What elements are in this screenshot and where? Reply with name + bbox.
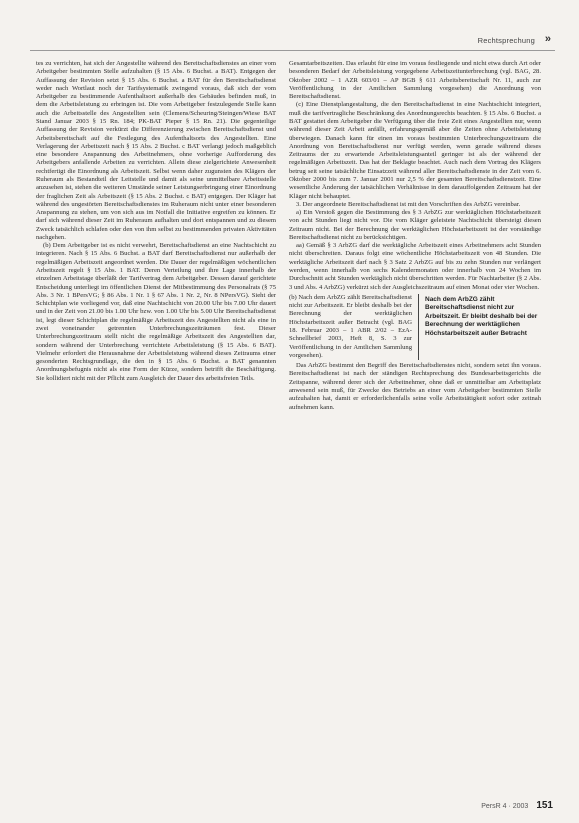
left-column (36, 60, 276, 802)
paragraph: Das ArbZG bestimmt den Begriff des Bereitschaftsdienstes nicht, sondern setzt ihn voraus. Bereitschaftsdienst ist nach der ständigen Rechtsprechung des Bundesarbeitsgerichts die Zeitspanne, während derer sich der Arbeitnehmer, ohne daß er unmittelbar am Arbeitsplatz anwesend sein muß, für Zwecke des Betriebs an einer vom Arbeitgeber bestimmten Stelle aufzuhalten hat, damit er erforderlichenfalls seine volle Arbeitstätigkeit sofort oder zeitnah aufnehmen kann. (289, 362, 541, 411)
paragraph: aa) Gemäß § 3 ArbZG darf die werktägliche Arbeitszeit eines Arbeitnehmers acht Stunden nicht überschreiten. Daraus folgt eine wöchentliche Höchstarbeitszeit von 48 Stunden. Die werktägliche Arbeitszeit darf nach § 3 Satz 2 ArbZG auf bis zu zehn Stunden nur verlängert werden, wenn innerhalb von sechs Kalendermonaten oder innerhalb von 24 Wochen im Durchschnitt acht Stunden werktäglich nicht überschritten werden. Für Nachtarbeiter (§ 2 Abs. 3 und Abs. 4 ArbZG) verkürzt sich der Ausgleichszeitraum auf einen Monat oder vier Wochen. (289, 242, 541, 291)
paragraph: 3. Der angeordnete Bereitschaftsdienst ist mit den Vorschriften des ArbZG vereinbar. (296, 200, 521, 208)
pull-quote: Nach dem ArbZG zählt Bereitschaftsdienst nicht zur Arbeitszeit. Er bleibt deshalb bei der Berechnung der werktäglichen Höchstarbeitszeit außer Betracht (418, 294, 541, 360)
quote-paragraph: (b) Nach dem ArbZG zählt Bereitschaftsdienst nicht zur Arbeitszeit. Er bleibt deshalb bei der Berechnung der werktäglichen Höchstarbeitszeit außer Betracht (vgl. BAG 18. Februar 2003 – 1 ABR 2/02 – EzA-Schnellbrief 2003, Heft 8, S. 3 zur Veröffentlichung in der Amtlichen Sammlung vorgesehen). (289, 293, 412, 359)
paragraph: a) Ein Verstoß gegen die Bestimmung des § 3 ArbZG zur werktäglichen Höchstarbeitszeit von acht Stunden liegt nicht vor. Die vom Kläger geleistete Nachtschicht übersteigt diesen Zeitraum nicht. Bei der Berechnung der werktäglichen Höchstarbeitszeit ist der vorständige Bereitschaftsdienst nicht zu berücksichtigen. (289, 209, 541, 241)
quote-block (289, 294, 541, 360)
page-number: 151 (536, 800, 553, 811)
page-footer (481, 800, 553, 811)
section-label: Rechtsprechung (477, 36, 535, 45)
issue-label: PersR 4 · 2003 (481, 803, 529, 810)
paragraph: (b) Dem Arbeitgeber ist es nicht verwehrt, Bereitschaftsdienst an eine Nachtschicht zu integrieren. Nach § 15 Abs. 6 Buchst. a BAT darf Bereitschaftsdienst nur außerhalb der regelmäßigen Arbeitszeit angeordnet werden. Die Dauer der regelmäßigen wöchentlichen Arbeitszeit regelt § 15 Abs. 1 BAT. Deren Verteilung und ihre Lage innerhalb der einzelnen Arbeitstage überläßt der Tarifvertrag dem Arbeitgeber. Dessen darauf gerichtete Entscheidung unterliegt im öffentlichen Dienst der Mitbestimmung des Personalrats (§ 75 Abs. 3 Nr. 1 BPersVG; § 86 Abs. 1 Nr. 1 § 67 Abs. 1 Nr. 2, Nr. 8 NPersVG). Sieht der Schichtplan wie vorliegend vor, daß eine Nachtschicht von 20.00 Uhr bis 7.00 Uhr dauert und in der Zeit von 21.00 bis 1.00 Uhr bzw. von 1.00 Uhr bis 5.00 Uhr Bereitschaftsdienst ist, legt dieser Schichtplan die regelmäßige Arbeitszeit des Angestellten nicht als eine in zwei voneinander getrennten Unterbrechungszeiträumen fest. Dieser Unterbrechungszeitraum stellt nicht die regelmäßige Arbeitszeit des Angestellten dar, sondern während der Unterbrechung verrichtete Arbeitsleistung (§ 15 Abs. 6 BAT). Vielmehr erfordert die Herausnahme der Arbeitsleistung während dieses Zeitraums einer gesonderten Rechtsgrundlage, die den in § 15 Abs. 6 Buchst. a BAT genannten Anordnungsbefugnis nicht als eine Form der Kürze, sondern betrifft die Beschäftigung. Sie kollidiert nicht mit der Pflicht zum Ausgleich der Dauer des arbeitsfreien Teils. (36, 242, 276, 382)
page-header (0, 0, 579, 45)
paragraph: tes zu verrichten, hat sich der Angestellte während des Bereitschaftsdienstes an einer vom Arbeitgeber bestimmten Stelle aufzuhalten (§ 15 Abs. 6 Buchst. a BAT). Entgegen der Auffassung der Revision setzt § 15 Abs. 6 Buchst. a BAT für den Bereitschaftsdienst weder nach Wortlaut noch der Tarifsystematik zwingend voraus, daß sich der vom Arbeitgeber zu bestimmende Aufenthaltsort außerhalb des Gebäudes befinden muß, in dem die Arbeitsleistung zu erbringen ist. Die vom Arbeitgeber festzulegende Stelle kann auch die Arbeitsstelle des Angestellten sein (Clemens/Scheuring/Steingen/Wiese BAT Stand Januar 2003 § 15 Rn. 184; PK-BAT Pieper § 15 Rn. 21). Die gegenteilige Auffassung der Revision verkürzt die Differenzierung zwischen Bereitschaftsdienst und Arbeitsbereitschaft auf die Festlegung des Aufenthaltsorts des Angestellten. Eine Verlagerung der Arbeitszeit nach § 15 Abs. 2 Buchst. c BAT verlangt jedoch maßgeblich eine besondere Anspannung des Arbeitnehmers, ohne vorherige Aufforderung des Arbeitgebers anfallende Arbeiten zu verrichten. Allein diese zielgerichtete Anwesenheit rechtfertigt die Einordnung als Arbeitszeit. Selbst wenn daher zugunsten des Klägers der Ruheraum als Bestandteil der Leitstelle und damit als seine unmittelbare Arbeitsstelle anzusehen ist, stehen die weiteren Umstände seiner Leistungserbringung einer Einordnung der fraglichen Zeit als Arbeitszeit (§ 15 Abs. 2 Buchst. c BAT) entgegen. Der Kläger hat während des ungestörten Bereitschaftsdienstes im Ruheraum nicht unter einer besonderen Anspannung zu stehen, um von sich aus im Notfall die Initiative ergreifen zu können. Er darf sich während dieser Zeit im Ruheraum aufhalten und dort entspannen und zu diesem Zweck tatsächlich schlafen oder den von ihm selbst zu bestimmenden privaten Aktivitäten nachgehen. (36, 60, 276, 241)
paragraph: Gesamtarbeitszeiten. Das erlaubt für eine im voraus festliegende und nicht etwa durch Art oder besonderen Bedarf der Arbeitsleistung vorgegebene Arbeitszeitunterbrechung (vgl. BAG, 28. Oktober 2002 – 1 AZR 603/01 – AP BGB § 611 Arbeitsbereitschaft Nr. 11, auch zur Veröffentlichung in der Amtlichen Sammlung vorgesehen) die Anordnung von Bereitschaftsdienst. (289, 60, 541, 101)
paragraph: (c) Eine Dienstplangestaltung, die den Bereitschaftsdienst in eine Nachtschicht integriert, muß die tarifvertragliche Beschränkung des Anordnungsrechts beachten. § 15 Abs. 6 Buchst. a BAT gestattet dem Arbeitgeber die Verfügung über die freie Zeit eines Angestellten nur, wenn während dieser Zeit Arbeit anfällt, erfahrungsgemäß aber die Zeiten ohne Arbeitsleistung überwiegen. Danach kann für einen im voraus bestimmten Unterbrechungszeitraum die Anordnung von Bereitschaftsdienst nur verfügt werden, wenn gerade während dieses Zeitraums der zu erwartende Arbeitsleistungsanteil geringer ist als der während der regelmäßigen Arbeitszeit. Das hat der Beklagte beachtet. Auch nach dem Vortrag des Klägers betrug seit seine tatsächliche Einsatzzeit während aller Bereitschaftsdienste in der Zeit vom 6. Oktober 2000 bis zum 7. Januar 2001 nur 2,5 % der gesamten Bereitschaftsdienstzeit. Eine wesentliche Änderung der tatsächlichen Verhältnisse in dem darauffolgenden Zeitraum hat der Kläger nicht behauptet. (289, 101, 541, 200)
right-column (289, 60, 541, 802)
header-divider (30, 50, 555, 51)
section-marker-icon: » (544, 33, 551, 45)
